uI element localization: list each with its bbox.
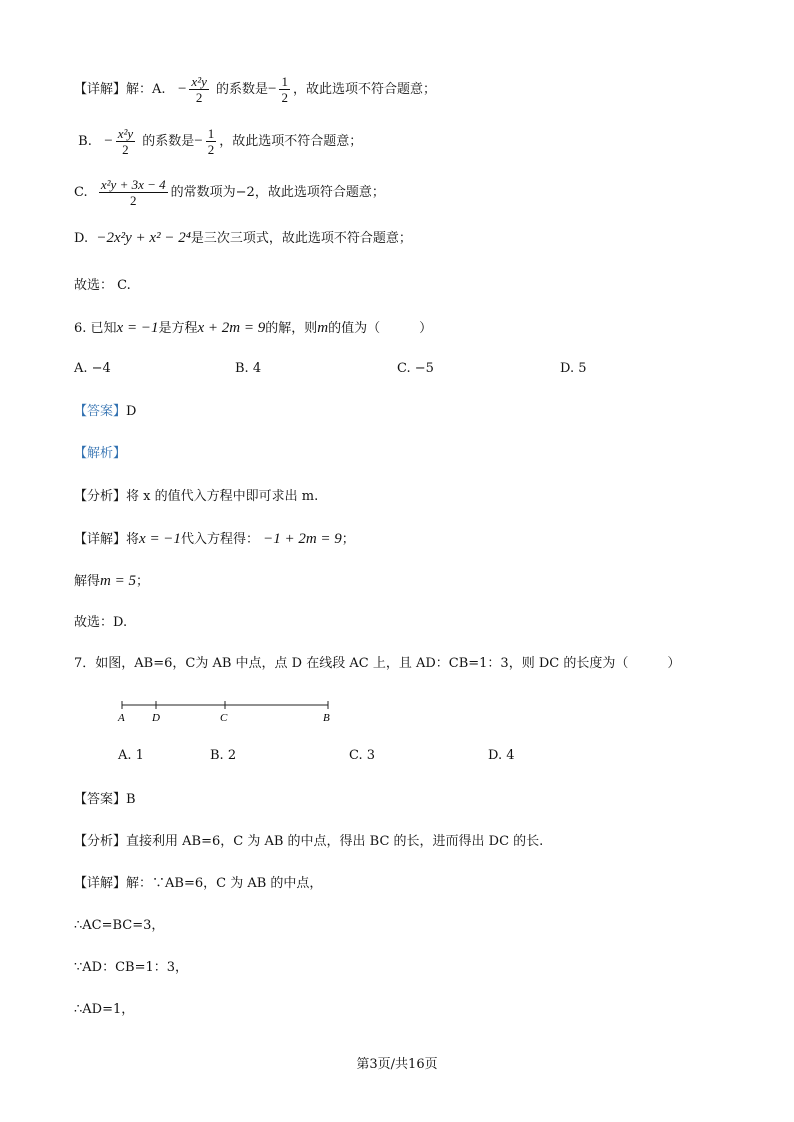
fraction: $\frac{1}{2}$ [281,74,288,105]
q6-detail: 【详解】将x = −1代入方程得： −1 + 2m = 9； [74,531,355,547]
answer-tag: 【答案】 [74,404,127,419]
q7-option-b: B. 2 [210,748,237,763]
q7-answer: 【答案】B [74,792,136,807]
q6-fenxi: 【分析】将 x 的值代入方程中即可求出 m. [74,489,319,504]
q6-option-c: C. −5 [397,361,434,376]
q5-detail-d: D. −2x²y + x² − 2⁴是三次三项式，故此选项不符合题意； [74,230,412,246]
point-a-label: A [118,712,125,724]
q5-detail-a: 【详解】解：A. − $\frac{\text{x²y}}{2}$ 的系数是− $\frac{1}{2}$ ，故此选项不符合题意； [74,74,436,105]
q7-detail: 【详解】解：∵AB=6，C 为 AB 的中点， [74,876,323,891]
q6-solve: 解得m = 5； [74,573,149,589]
point-c-label: C [220,712,228,724]
fraction: $\frac{1}{2}$ [207,126,215,157]
q6-option-a: A. −4 [74,361,111,376]
point-d-label: D [152,712,160,724]
q6-stem: 6. 已知x = −1是方程x + 2m = 9的解，则m的值为（ ） [74,320,433,336]
q6-analysis-tag: 【解析】 [74,446,127,461]
point-b-label: B [323,712,330,724]
q6-option-b: B. 4 [235,361,262,376]
q5-choose: 故选： C. [74,278,131,293]
fraction: $\frac{\text{x²y}}{2}$ [117,126,134,157]
q7-step3: ∴AD=1， [74,1002,135,1017]
q6-option-d: D. 5 [560,361,587,376]
detail-tag: 【详解】 [74,82,127,97]
q5-detail-b: B. − $\frac{\text{x²y}}{2}$ 的系数是− $\frac{1}{2}$ ，故此选项不符合题意； [78,126,363,157]
line-segment-figure [110,694,340,726]
page-footer: 第3页/共16页 [356,1057,438,1072]
fraction: $\frac{\text{x²y + 3x − 4}}{2}$ [100,177,166,208]
q7-option-c: C. 3 [349,748,376,763]
q7-step2: ∵AD：CB=1：3， [74,960,189,975]
q6-choose: 故选：D. [74,615,128,630]
q6-answer: 【答案】D [74,404,137,419]
q7-step1: ∴AC=BC=3， [74,918,165,933]
q7-fenxi: 【分析】直接利用 AB=6，C 为 AB 的中点，得出 BC 的长，进而得出 DC 的长. [74,834,544,849]
expression: −2x²y + x² − 2⁴ [96,230,191,246]
q7-stem: 7．如图，AB=6，C为 AB 中点，点 D 在线段 AC 上，且 AD：CB=1：3，则 DC 的长度为（ ） [74,656,681,671]
q7-option-d: D. 4 [488,748,515,763]
q7-option-a: A. 1 [118,748,144,763]
q5-detail-c: C. $\frac{\text{x²y + 3x − 4}}{2}$ 的常数项为−2，故此选项符合题意； [74,177,385,208]
fraction: $\frac{\text{x²y}}{2}$ [191,74,207,105]
